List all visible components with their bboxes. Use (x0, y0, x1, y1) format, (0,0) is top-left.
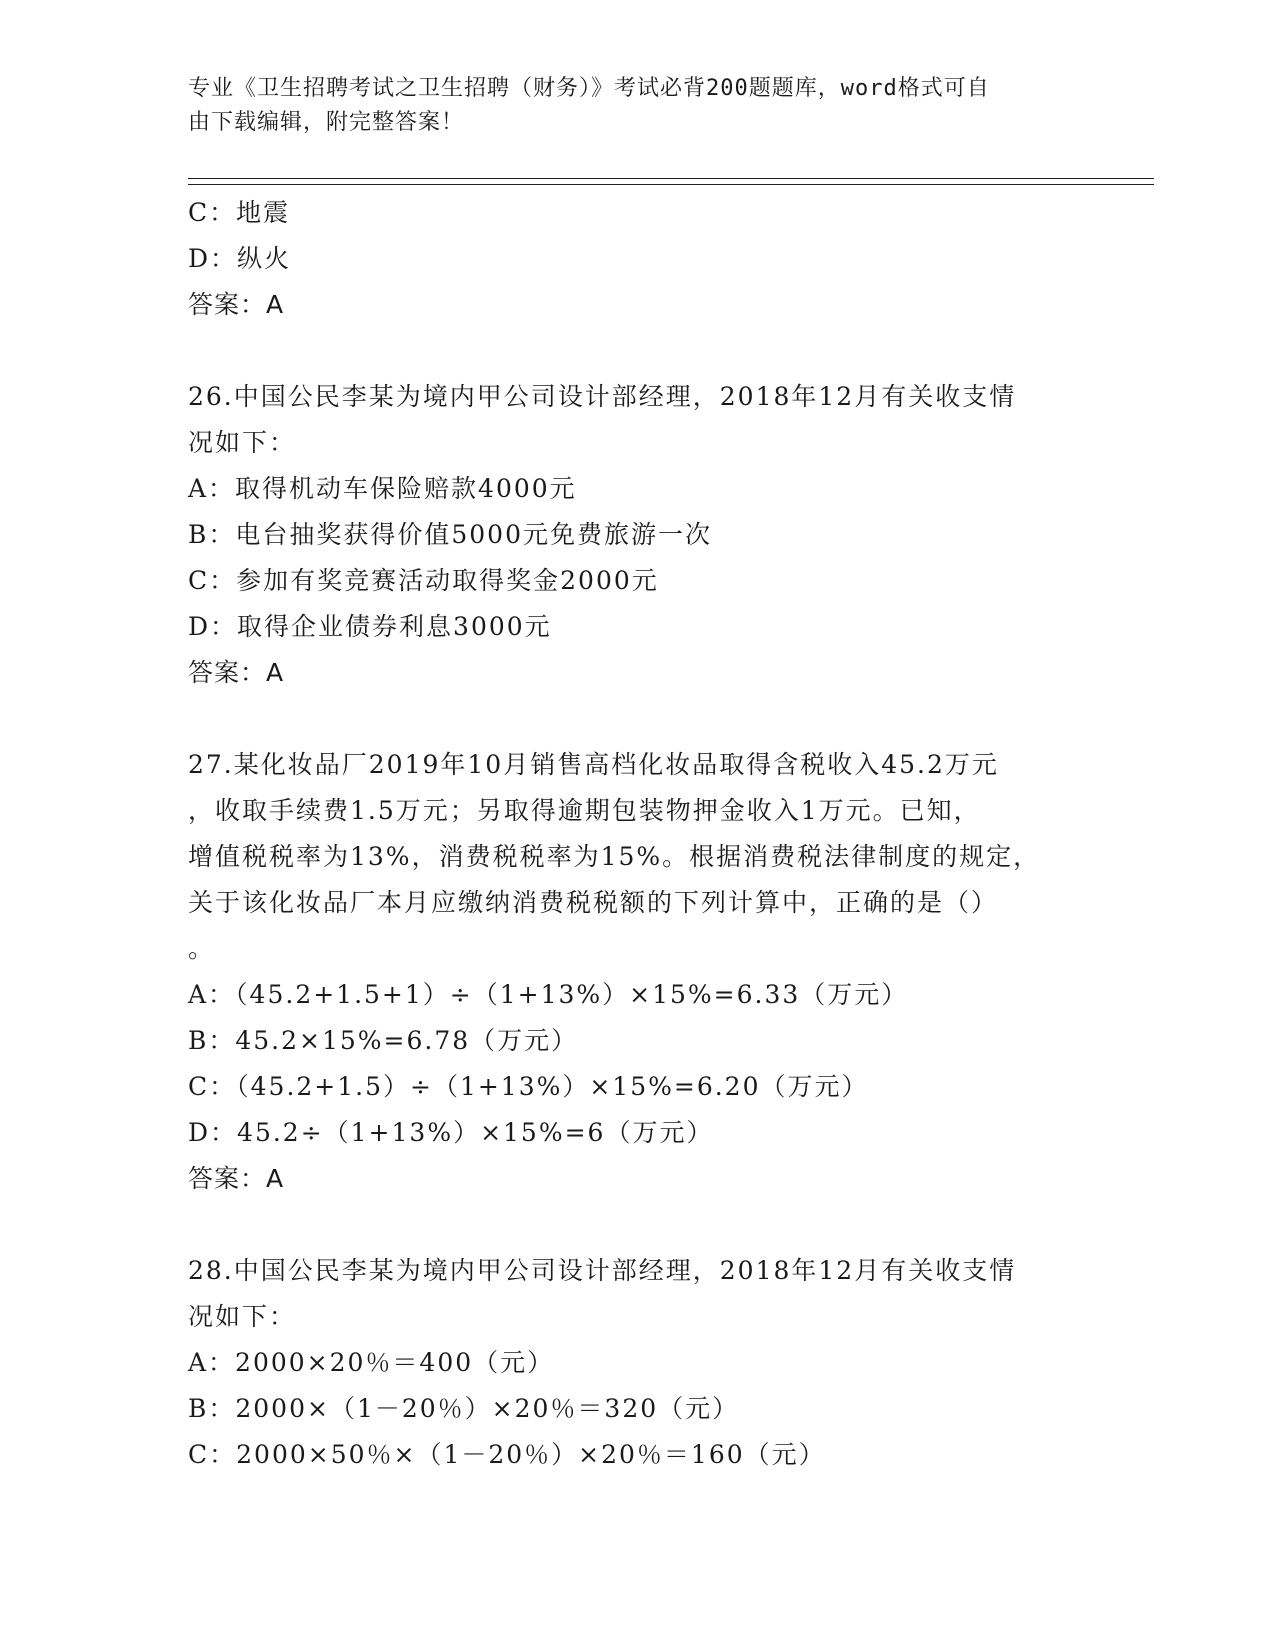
answer-line: 答案：A (188, 1164, 285, 1193)
question-block (188, 374, 1088, 696)
question-line: 28.中国公民李某为境内甲公司设计部经理，2018年12月有关收支情 (188, 1256, 1017, 1285)
question-line: 增值税税率为13%，消费税税率为15%。根据消费税法律制度的规定， (188, 842, 1041, 871)
question-line: D：取得企业债券利息3000元 (188, 612, 552, 641)
question-line: B：2000×（1－20％）×20％＝320（元） (188, 1394, 740, 1423)
header-line-1: 专业《卫生招聘考试之卫生招聘（财务）》考试必背200题题库，word格式可自 (188, 76, 990, 101)
question-line: C：2000×50％×（1－20％）×20％＝160（元） (188, 1440, 826, 1469)
block-spacer (188, 696, 1088, 742)
question-line: C：地震 (188, 198, 291, 227)
header-line-2: 由下载编辑，附完整答案！ (188, 110, 465, 135)
question-line: 26.中国公民李某为境内甲公司设计部经理，2018年12月有关收支情 (188, 382, 1017, 411)
question-line: A：取得机动车保险赔款4000元 (188, 474, 577, 503)
question-line: D：45.2÷（1+13%）×15%=6（万元） (188, 1118, 714, 1147)
question-line: ，收取手续费1.5万元；另取得逾期包装物押金收入1万元。已知， (188, 796, 981, 825)
question-line: 关于该化妆品厂本月应缴纳消费税税额的下列计算中，正确的是（） (188, 888, 999, 917)
question-line: C：（45.2+1.5）÷（1+13%）×15%=6.20（万元） (188, 1072, 869, 1101)
question-line: 况如下： (188, 1302, 297, 1331)
header-divider-top (188, 178, 1154, 179)
question-line: 27.某化妆品厂2019年10月销售高档化妆品取得含税收入45.2万元 (188, 750, 999, 779)
question-line: 况如下： (188, 428, 297, 457)
question-line: B：45.2×15%=6.78（万元） (188, 1026, 579, 1055)
block-spacer (188, 328, 1088, 374)
question-block (188, 1248, 1088, 1478)
question-line: D：纵火 (188, 244, 292, 273)
answer-line: 答案：A (188, 290, 285, 319)
question-block (188, 190, 1088, 328)
question-line: B：电台抽奖获得价值5000元免费旅游一次 (188, 520, 712, 549)
question-line: A：2000×20％＝400（元） (188, 1348, 555, 1377)
question-line: C：参加有奖竞赛活动取得奖金2000元 (188, 566, 659, 595)
document-header (188, 72, 1088, 140)
question-line: A：（45.2+1.5+1）÷（1+13%）×15%=6.33（万元） (188, 980, 909, 1009)
block-spacer (188, 1202, 1088, 1248)
question-list (188, 190, 1088, 1478)
question-line: 。 (188, 934, 216, 963)
question-block (188, 742, 1088, 1202)
answer-line: 答案：A (188, 658, 285, 687)
header-divider-bottom (188, 184, 1154, 185)
